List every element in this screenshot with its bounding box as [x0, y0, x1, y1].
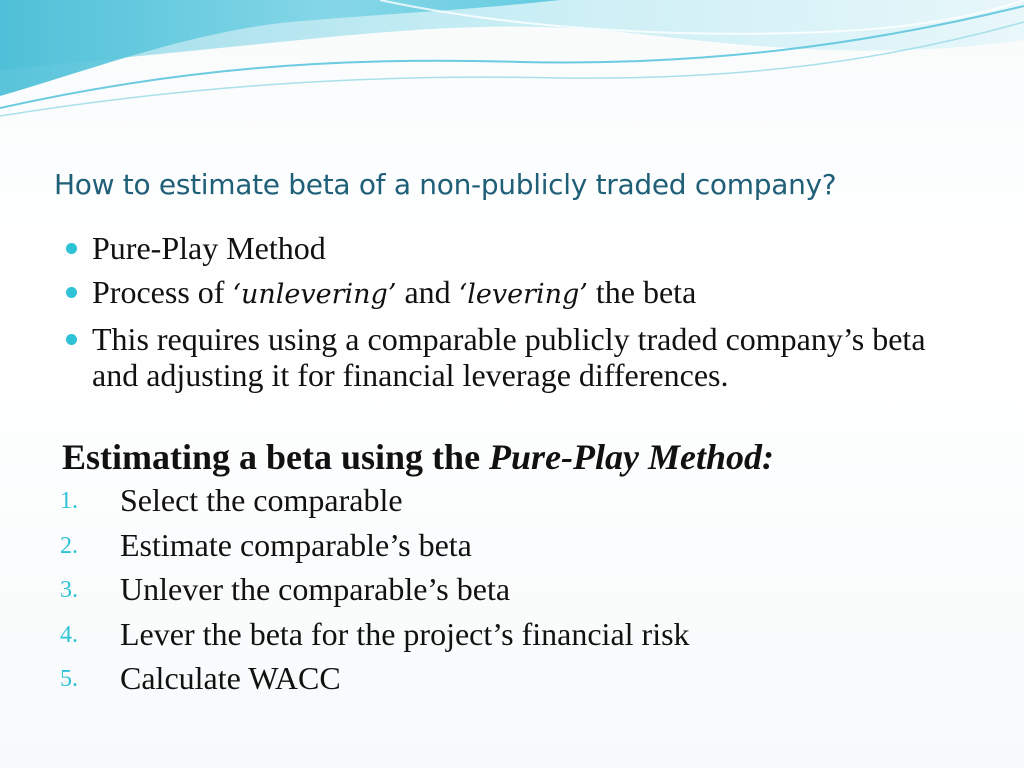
section-heading — [62, 436, 774, 478]
slide-title: How to estimate beta of a non-publicly traded company? — [54, 168, 837, 201]
bullet-dot-icon — [66, 287, 77, 298]
bullet-dot-icon — [66, 243, 77, 254]
step-text: Calculate WACC — [120, 660, 341, 696]
bullet-dot-icon — [66, 334, 77, 345]
step-number: 1. — [60, 488, 78, 514]
section-heading-prefix: Estimating a beta using the — [62, 437, 490, 477]
step-number: 2. — [60, 532, 78, 559]
bullet-item — [62, 321, 962, 393]
section-heading-emphasis: Pure-Play Method: — [489, 437, 775, 477]
bullet-list — [62, 230, 962, 401]
bullet-text-mid: and — [396, 274, 459, 310]
step-number: 4. — [60, 621, 78, 648]
bullet-text: Pure-Play Method — [92, 230, 326, 266]
step-text: Select the comparable — [120, 482, 403, 518]
bullet-item — [62, 230, 962, 266]
step-number: 5. — [60, 666, 78, 692]
bullet-emphasis-unlevering: ‘unlevering’ — [232, 279, 397, 310]
bullet-text-prefix: Process of — [92, 274, 233, 310]
decorative-wave-header — [0, 0, 1024, 130]
bullet-emphasis-levering: ‘levering’ — [458, 279, 588, 310]
step-text: Lever the beta for the project’s financial risk — [120, 615, 690, 652]
step-text: Estimate comparable’s beta — [120, 526, 472, 563]
bullet-text-suffix: the beta — [587, 274, 697, 310]
bullet-item — [62, 274, 962, 313]
bullet-text: This requires using a comparable publicly traded company’s beta and adjusting it for financial leverage differences. — [92, 321, 926, 393]
step-text: Unlever the comparable’s beta — [120, 571, 511, 607]
step-number: 3. — [60, 577, 78, 603]
